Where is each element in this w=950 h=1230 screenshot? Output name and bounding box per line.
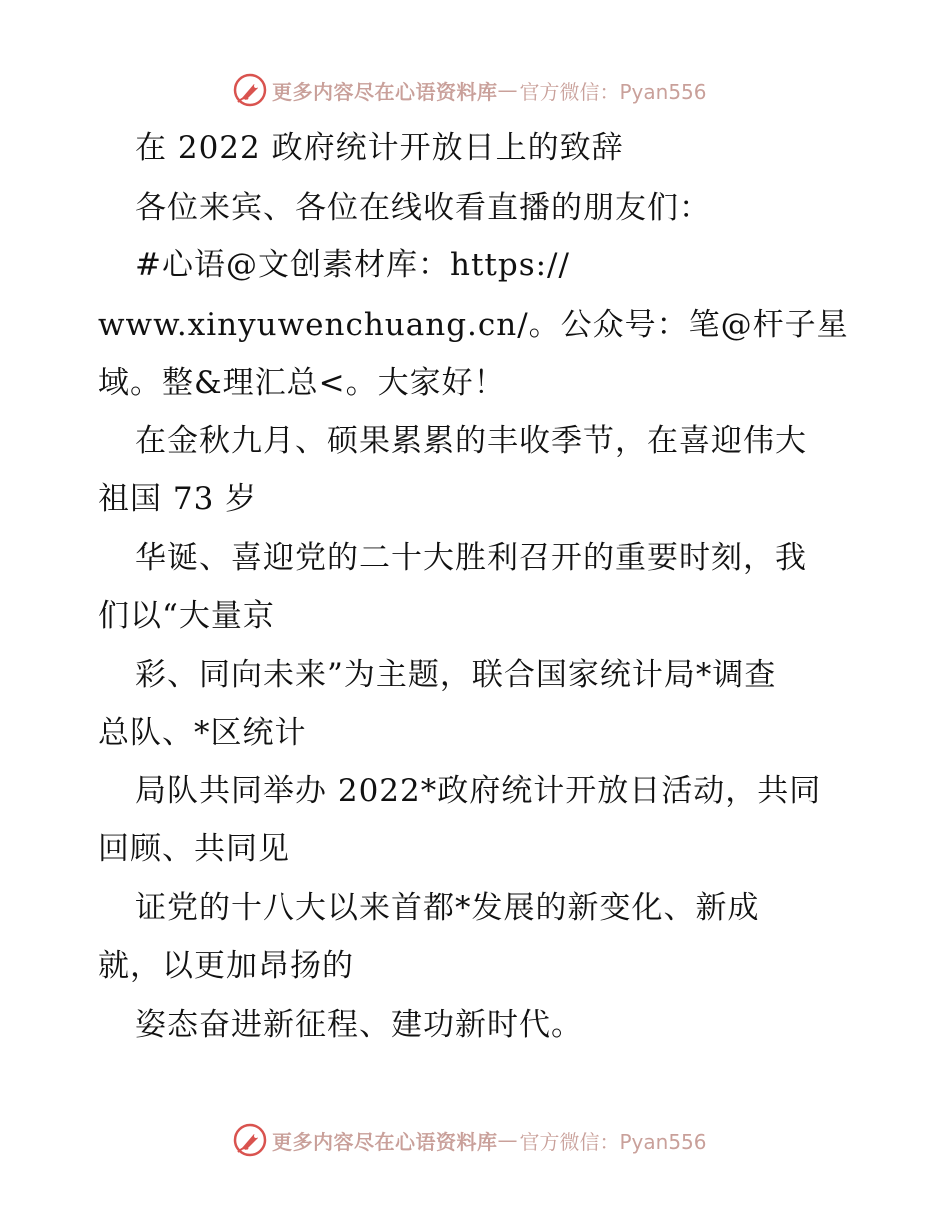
doc-line: 证党的十八大以来首都*发展的新变化、新成	[135, 890, 760, 926]
doc-line: #心语@文创素材库：https://	[135, 247, 570, 283]
doc-title: 在 2022 政府统计开放日上的致辞	[135, 130, 624, 166]
doc-line: 总队、*区统计	[98, 715, 307, 751]
banner-main-text: 更多内容尽在心语资料库	[272, 79, 498, 104]
doc-line: 各位来宾、各位在线收看直播的朋友们：	[135, 190, 711, 226]
doc-line: 就，以更加昂扬的	[98, 948, 354, 984]
footer-banner	[232, 1120, 752, 1160]
pen-nib-logo-icon	[232, 72, 268, 108]
banner-wechat-text: 官方微信：Pyan556	[519, 79, 707, 104]
banner-dash: —	[497, 1128, 518, 1152]
header-banner	[232, 70, 752, 110]
doc-line: 姿态奋进新征程、建功新时代。	[135, 1007, 583, 1043]
doc-line: 彩、同向未来”为主题，联合国家统计局*调查	[135, 657, 777, 693]
doc-line: 在金秋九月、硕果累累的丰收季节，在喜迎伟大	[135, 423, 807, 459]
doc-line: 回顾、共同见	[98, 831, 290, 867]
pen-nib-logo-icon	[232, 1122, 268, 1158]
doc-line: 局队共同举办 2022*政府统计开放日活动，共同	[135, 773, 822, 809]
banner-main-text: 更多内容尽在心语资料库	[272, 1129, 498, 1154]
doc-line: 们以“大量京	[98, 598, 275, 634]
doc-line: 域。整&理汇总<。大家好！	[98, 365, 506, 401]
banner-wechat-text: 官方微信：Pyan556	[519, 1129, 707, 1154]
banner-dash: —	[497, 78, 518, 102]
doc-line: 华诞、喜迎党的二十大胜利召开的重要时刻，我	[135, 540, 807, 576]
doc-line: www.xinyuwenchuang.cn/。公众号：笔@杆子星	[98, 307, 849, 343]
doc-line: 祖国 73 岁	[98, 481, 258, 517]
